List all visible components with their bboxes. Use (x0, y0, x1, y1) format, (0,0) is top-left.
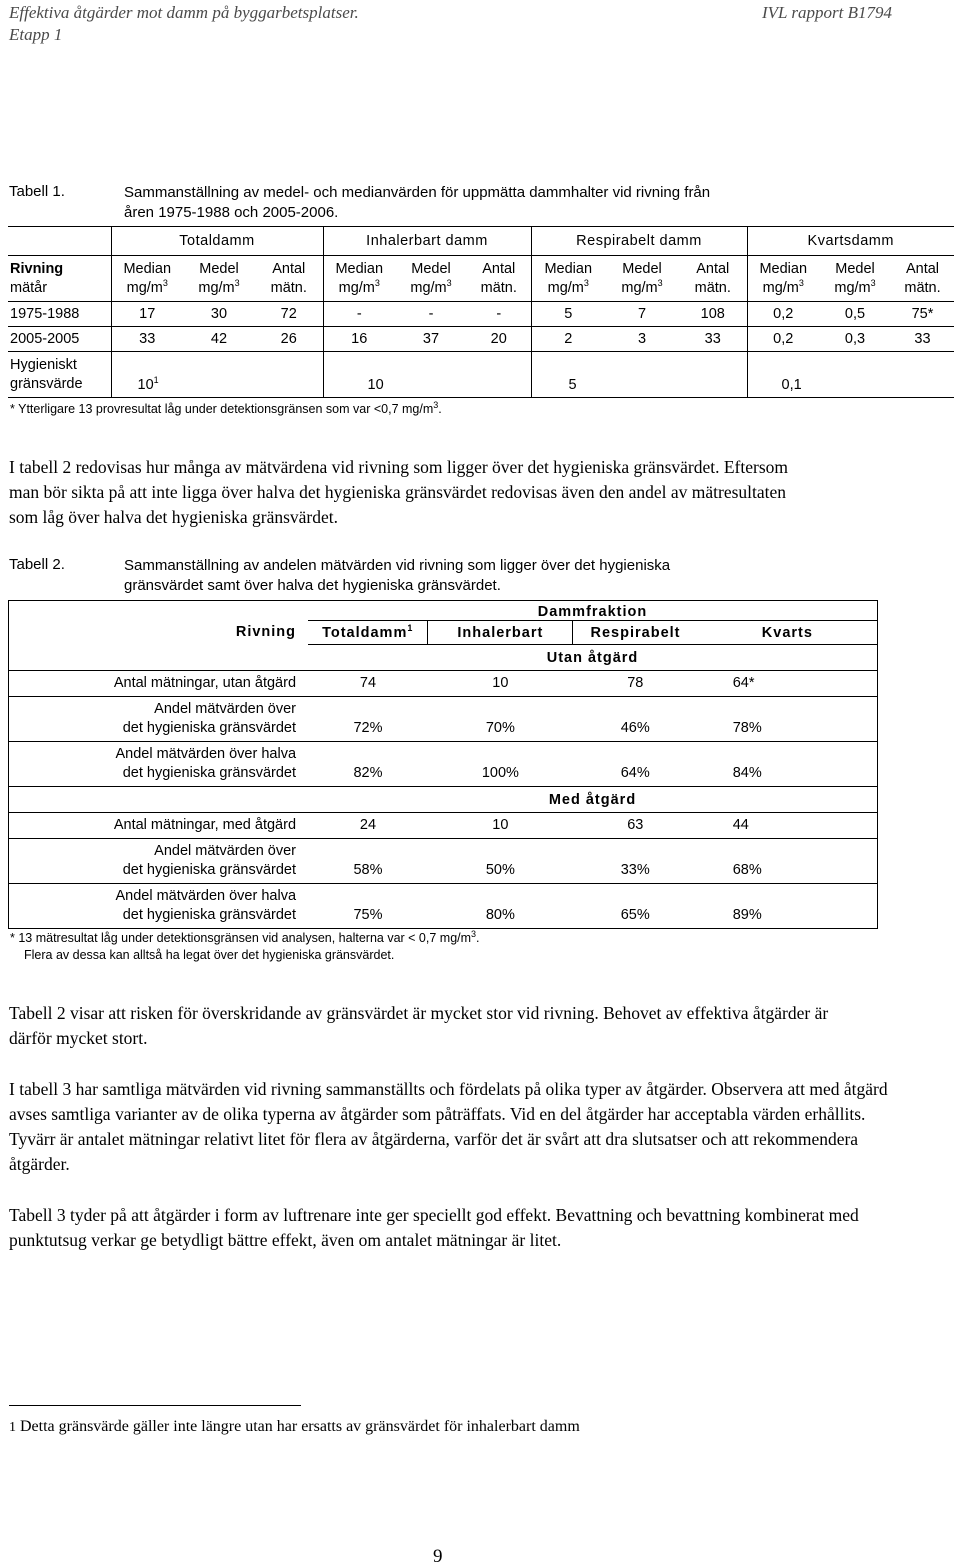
col-totaldamm: Totaldamm$^1$ (308, 621, 428, 645)
cell: 5 (531, 302, 605, 327)
sub-header: Antal mätn. (255, 256, 323, 302)
cell: 0,2 (747, 302, 819, 327)
col-kvarts: Kvarts (698, 621, 878, 645)
sub-header: Antal mätn. (679, 256, 747, 302)
hygien-totaldamm: $10^1$ (111, 352, 323, 398)
footnote-rule (9, 1405, 301, 1406)
cell: 0,2 (747, 327, 819, 352)
sub-header: Antal mätn. (891, 256, 954, 302)
cell: 65% (620, 907, 650, 923)
table2-footnote: * 13 mätresultat låg under detektionsgränsen vid analysen, halterna var < 0,7 $mg/m^3$. Flera av dessa kan alltså ha legat över det hygieniska gränsvärdet. (10, 928, 480, 962)
cell: 75* (891, 302, 954, 327)
cell: 58% (308, 839, 428, 884)
cell: 68% (698, 839, 878, 884)
cell: 64% (573, 742, 698, 787)
cell: 33 (111, 327, 183, 352)
header-report-id: IVL rapport B1794 (761, 3, 892, 22)
cell: 72% (308, 697, 428, 742)
sub-header: Medel $mg/m^3$ (395, 256, 467, 302)
table-row (9, 813, 878, 839)
cell: 33% (573, 839, 698, 884)
paragraph-3: I tabell 3 har samtliga mätvärden vid rivning sammanställts och fördelats på olika typer av åtgärder. Observera att med åtgärd avses samtliga varianter av de olika typerna av åtgärder som påträffats. Vid en del åtgärder har acceptabla värden erhållits. Tyvärr är antalet mätningar relativt litet för flera av åtgärderna, varför det är svårt att dra slutsatser och att rekommendera åtgärder. (9, 1079, 888, 1174)
row-label: det hygieniska gränsvärdet (122, 720, 297, 736)
section-med-atgard: Med åtgärd (308, 787, 877, 813)
row-label: Andel mätvärden över halva (115, 746, 297, 762)
cell: 33 (891, 327, 954, 352)
row-label: Andel mätvärden över halva (115, 888, 297, 904)
cell: 50% (428, 839, 573, 884)
row-label: Antal mätningar, med åtgärd (113, 817, 297, 833)
cell: 72 (255, 302, 323, 327)
paragraph-1: I tabell 2 redovisas hur många av mätvärdena vid rivning som ligger över det hygieniska gränsvärdet. Eftersom man bör sikta på att inte ligga över halva det hygieniska gränsvärdet redovisas även den andel av mätresultaten som låg över halva det hygieniska gränsvärdet. (9, 457, 789, 527)
cell: 75% (353, 907, 383, 923)
cell: 70% (428, 697, 573, 742)
col-rivning: Rivning (235, 624, 297, 640)
cell: - (323, 302, 395, 327)
table1-footnote: * Ytterligare 13 provresultat låg under detektionsgränsen som var <0,7 $mg/m^3$. (10, 399, 442, 416)
cell: 78% (698, 697, 878, 742)
hygien-row (8, 352, 954, 398)
row-label: Antal mätningar, utan åtgärd (113, 675, 297, 691)
sub-header: Medel $mg/m^3$ (183, 256, 255, 302)
table-row (9, 742, 878, 787)
table-row (8, 302, 954, 327)
header-title: Effektiva åtgärder mot damm på byggarbetsplatser. Etapp 1 (9, 3, 359, 44)
cell: 26 (255, 327, 323, 352)
cell: 78 (573, 671, 698, 697)
cell: 33 (679, 327, 747, 352)
group-totaldamm: Totaldamm (111, 227, 323, 256)
cell: - (395, 302, 467, 327)
cell: 10 (428, 813, 573, 839)
cell: 24 (308, 813, 428, 839)
cell: 46% (573, 697, 698, 742)
sub-header: Median $mg/m^3$ (747, 256, 819, 302)
hygien-respirabelt: 5 (531, 352, 747, 398)
page-footnote: 1 Detta gränsvärde gäller inte längre utan har ersatts av gränsvärdet för inhalerbart damm (9, 1418, 580, 1435)
section-utan-atgard: Utan åtgärd (308, 645, 877, 671)
cell: 3 (605, 327, 679, 352)
cell: 82% (308, 742, 428, 787)
group-inhalerbart: Inhalerbart damm (323, 227, 531, 256)
row-label: det hygieniska gränsvärdet (122, 862, 297, 878)
hygien-kvarts: 0,1 (747, 352, 954, 398)
cell: 20 (467, 327, 531, 352)
row-label: Andel mätvärden över (154, 701, 297, 717)
table-row (9, 884, 878, 929)
cell: 63 (573, 813, 698, 839)
hygien-label: Hygieniskt gränsvärde (8, 352, 111, 398)
table-row (9, 697, 878, 742)
cell: 7 (605, 302, 679, 327)
cell: 80% (485, 907, 515, 923)
table-row (9, 671, 878, 697)
cell: 84% (698, 742, 878, 787)
cell: - (467, 302, 531, 327)
cell: 64* (698, 671, 878, 697)
row-label: Andel mätvärden över (154, 843, 297, 859)
cell: 0,3 (819, 327, 891, 352)
table1 (8, 226, 954, 398)
cell: 10 (428, 671, 573, 697)
row-label: det hygieniska gränsvärdet (122, 907, 297, 923)
cell: 100% (428, 742, 573, 787)
sub-header: Median $mg/m^3$ (111, 256, 183, 302)
cell: 17 (111, 302, 183, 327)
group-respirabelt: Respirabelt damm (531, 227, 747, 256)
cell: 42 (183, 327, 255, 352)
sub-header: Medel $mg/m^3$ (819, 256, 891, 302)
sub-header: Antal mätn. (467, 256, 531, 302)
cell: 16 (323, 327, 395, 352)
cell: 37 (395, 327, 467, 352)
page-number: 9 (433, 1546, 443, 1567)
cell: 0,5 (819, 302, 891, 327)
cell: 30 (183, 302, 255, 327)
row-label: det hygieniska gränsvärdet (122, 765, 297, 781)
col-respirabelt: Respirabelt (573, 621, 698, 645)
cell: 89% (732, 907, 762, 923)
table2-caption: Sammanställning av andelen mätvärden vid rivning som ligger över det hygieniska gränsvärdet samt över halva det hygieniska gränsvärdet. (124, 557, 671, 594)
sub-header: Median $mg/m^3$ (323, 256, 395, 302)
row-year: 2005-2005 (8, 327, 111, 352)
table1-label: Tabell 1. (9, 183, 65, 200)
cell: 2 (531, 327, 605, 352)
paragraph-2: Tabell 2 visar att risken för överskridande av gränsvärdet är mycket stor vid rivning. Behovet av effektiva åtgärder är därför mycket stort. (9, 1003, 829, 1048)
table1-caption: Sammanställning av medel- och medianvärden för uppmätta dammhalter vid rivning från åren 1975-1988 och 2005-2006. (124, 184, 711, 221)
table-row (8, 327, 954, 352)
paragraph-4: Tabell 3 tyder på att åtgärder i form av luftrenare inte ger speciellt god effekt. Bevattning och bevattning kombinerat med punktutsug verkar ge betydligt bättre effekt, även om antalet mätningar är litet. (9, 1205, 859, 1250)
row-year: 1975-1988 (8, 302, 111, 327)
table2-label: Tabell 2. (9, 556, 65, 573)
col-inhalerbart: Inhalerbart (428, 621, 573, 645)
group-header-dammfraktion: Dammfraktion (537, 604, 648, 620)
hygien-inhalerbart: 10 (323, 352, 531, 398)
table-row (9, 839, 878, 884)
cell: 108 (679, 302, 747, 327)
row-head: Rivning mätår (8, 256, 111, 302)
sub-header: Median $mg/m^3$ (531, 256, 605, 302)
cell: 44 (698, 813, 878, 839)
cell: 74 (308, 671, 428, 697)
group-kvarts: Kvartsdamm (747, 227, 954, 256)
sub-header: Medel $mg/m^3$ (605, 256, 679, 302)
table2 (8, 600, 878, 929)
